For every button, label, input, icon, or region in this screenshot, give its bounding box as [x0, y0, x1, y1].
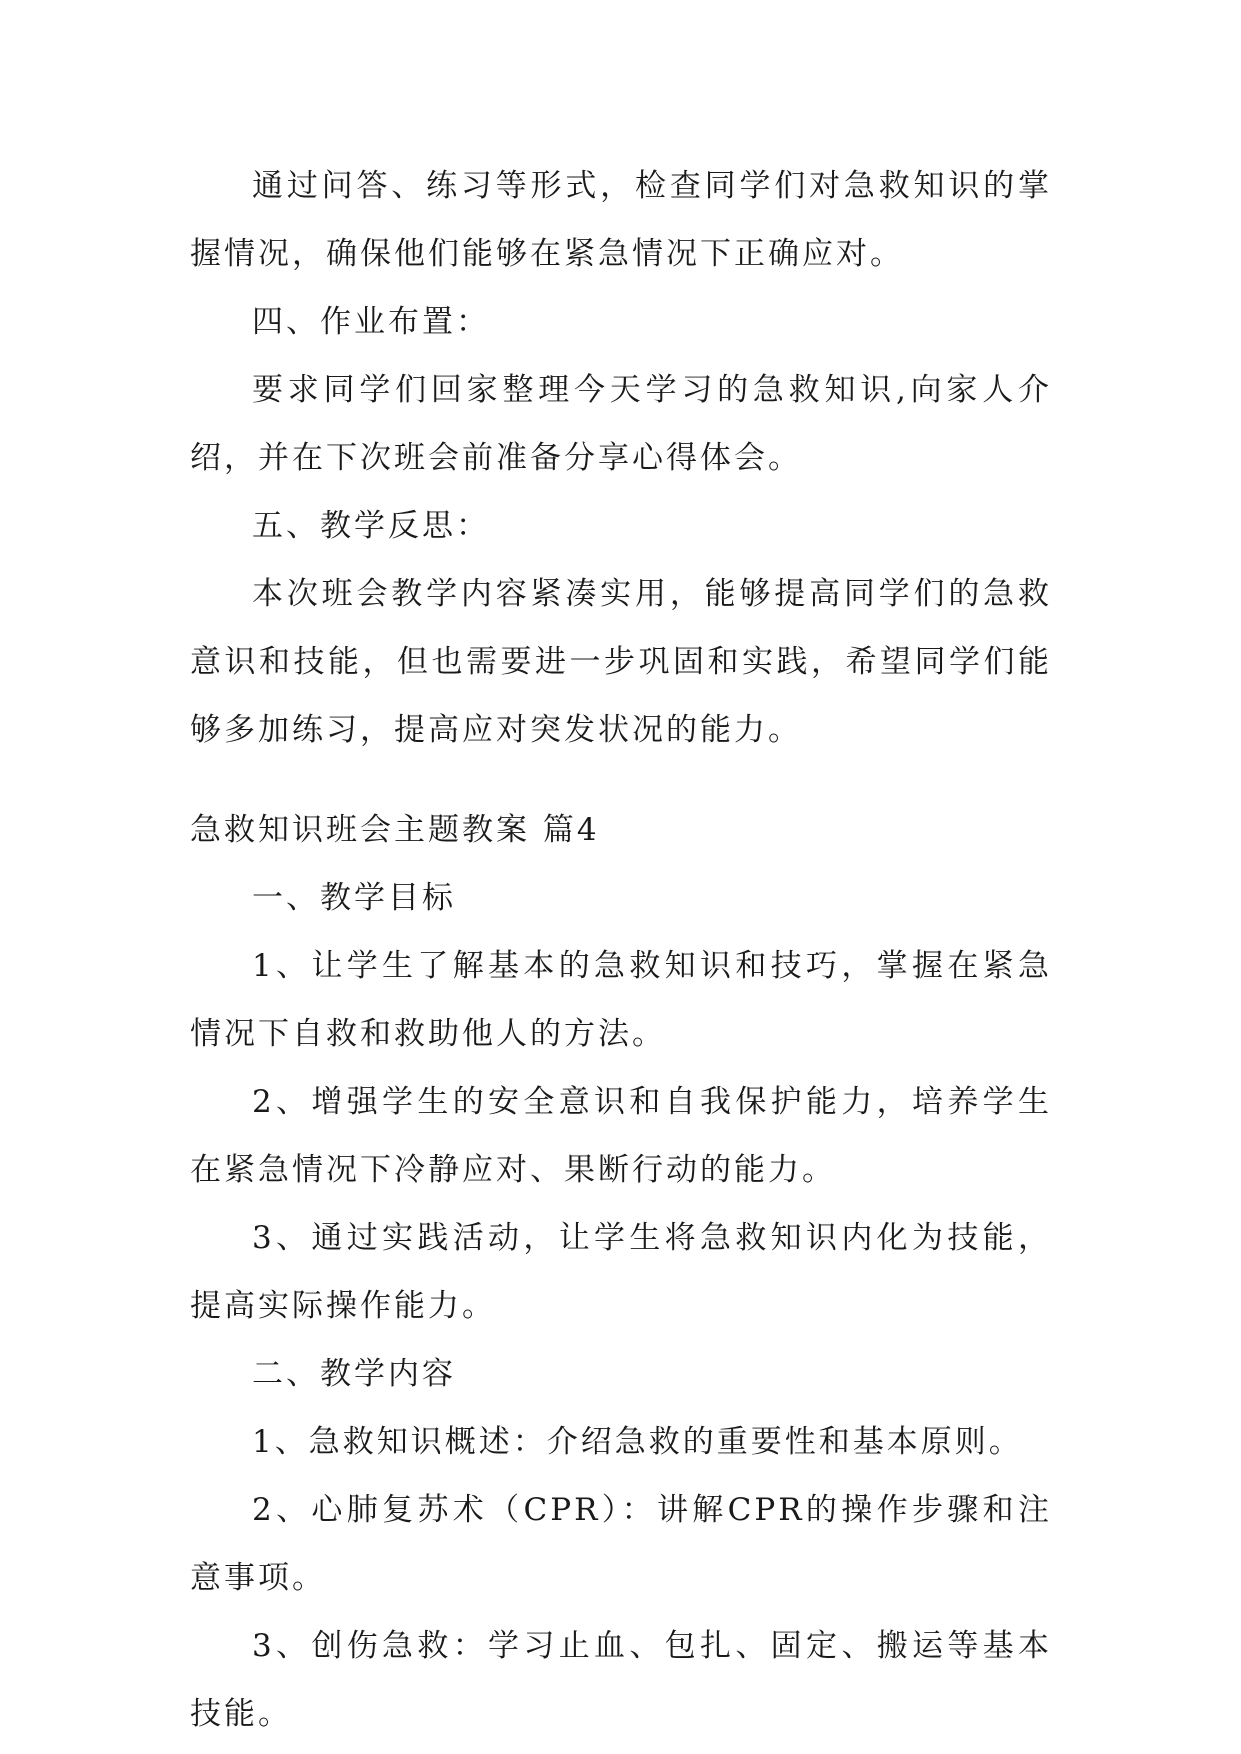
- content-item-1: 1、急救知识概述：介绍急救的重要性和基本原则。: [252, 1424, 1023, 1460]
- section-title: 急救知识班会主题教案 篇4: [190, 812, 600, 848]
- heading-teaching-goals: 一、教学目标: [252, 880, 456, 916]
- heading-homework: 四、作业布置：: [252, 304, 490, 340]
- paragraph-reflection: 本次班会教学内容紧凑实用，能够提高同学们的急救意识和技能，但也需要进一步巩固和实践，希望同学们能够多加练习，提高应对突发状况的能力。: [190, 576, 1052, 748]
- goal-item-1: 1、让学生了解基本的急救知识和技巧，掌握在紧急情况下自救和救助他人的方法。: [190, 948, 1052, 1052]
- goal-item-2: 2、增强学生的安全意识和自我保护能力，培养学生在紧急情况下冷静应对、果断行动的能力。: [190, 1084, 1052, 1188]
- content-item-3: 3、创伤急救：学习止血、包扎、固定、搬运等基本技能。: [190, 1628, 1052, 1732]
- goal-item-3: 3、通过实践活动，让学生将急救知识内化为技能，提高实际操作能力。: [190, 1220, 1052, 1324]
- document-page: [190, 152, 1052, 1748]
- heading-teaching-content: 二、教学内容: [252, 1356, 456, 1392]
- content-item-2: 2、心肺复苏术（CPR）：讲解CPR的操作步骤和注意事项。: [190, 1492, 1052, 1596]
- paragraph-homework: 要求同学们回家整理今天学习的急救知识,向家人介绍，并在下次班会前准备分享心得体会。: [190, 372, 1052, 476]
- paragraph-check-knowledge: 通过问答、练习等形式，检查同学们对急救知识的掌握情况，确保他们能够在紧急情况下正确应对。: [190, 168, 1052, 272]
- heading-reflection: 五、教学反思：: [252, 508, 490, 544]
